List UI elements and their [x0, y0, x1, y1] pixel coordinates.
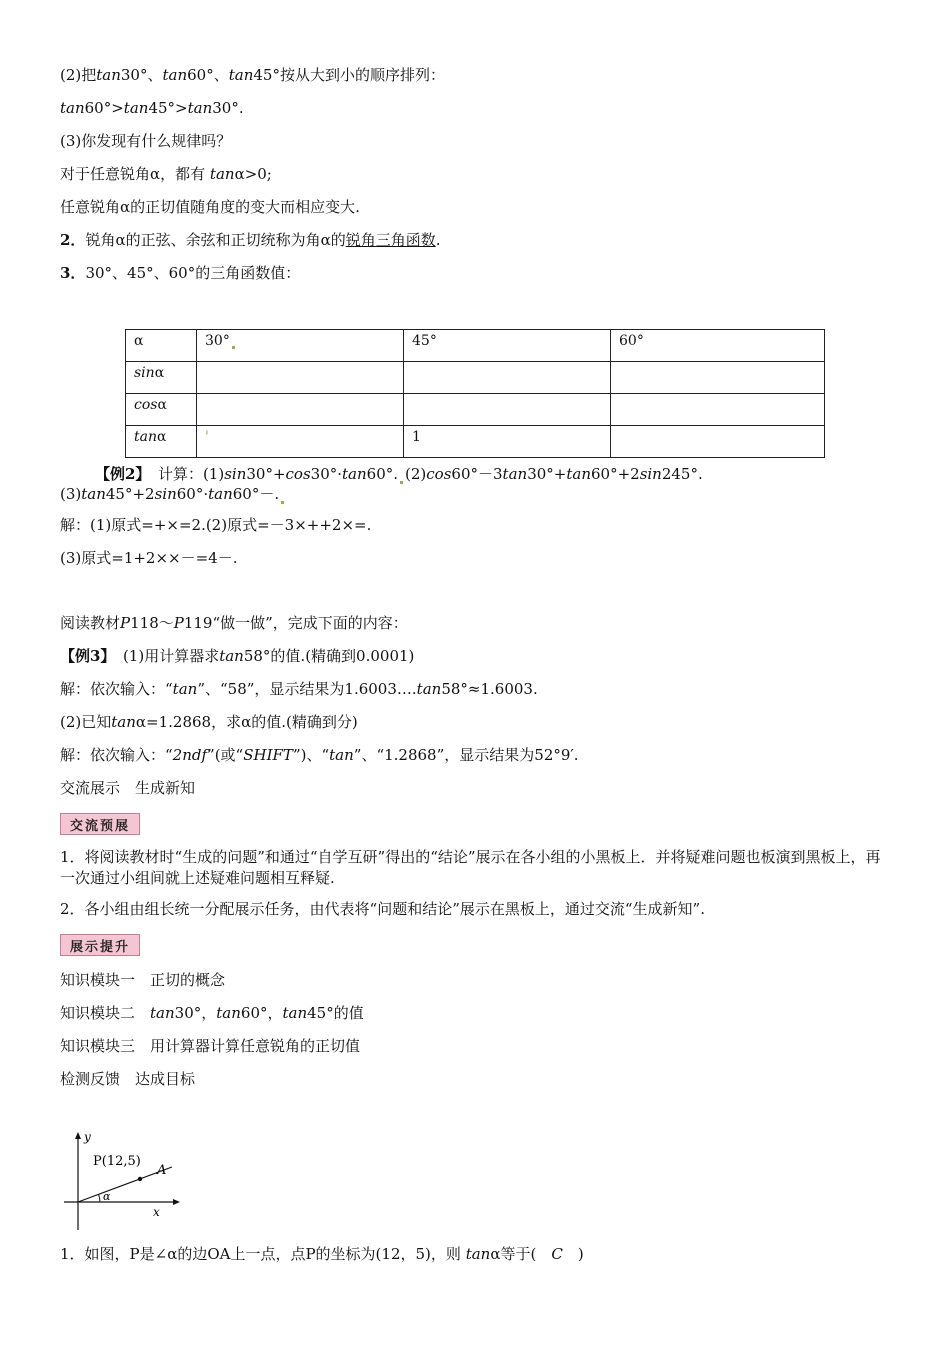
a-label: A — [157, 1163, 167, 1178]
module-3: 知识模块三 用计算器计算任意锐角的正切值 — [60, 1037, 361, 1055]
badge-display-improve: 展示提升 — [60, 934, 140, 956]
definition-item-2: 2．锐角α的正弦、余弦和正切统称为角α的锐角三角函数. — [60, 231, 441, 249]
y-label: y — [84, 1130, 91, 1144]
example2-question: 【例2】 计算：(1)sin30°+cos30°·tan60°. (2)cos60°－3tan30°+tan60°+2sin245°. — [95, 465, 703, 483]
x-label: x — [153, 1205, 160, 1219]
table-header-row — [126, 330, 825, 362]
exchange-item-2: 2．各小组由组长统一分配展示任务，由代表将“问题和结论”展示在黑板上，通过交流“生成新知”. — [60, 900, 705, 918]
table-cell — [404, 362, 611, 394]
table-cell — [197, 362, 404, 394]
section-heading: 交流展示 生成新知 — [60, 779, 196, 797]
table-cell: ' — [197, 426, 404, 458]
module-2: 知识模块二 tan30°，tan60°，tan45°的值 — [60, 1004, 364, 1022]
ordering-answer: tan60°>tan45°>tan30°. — [60, 99, 244, 117]
badge-exchange-preview: 交流预展 — [60, 813, 140, 835]
point-label: P(12,5) — [93, 1154, 141, 1169]
reading-instruction: 阅读教材P118～P119“做一做”，完成下面的内容： — [60, 614, 408, 632]
exchange-item-1: 1．将阅读教材时“生成的问题”和通过“自学互研”得出的“结论”展示在各小组的小黑板上．并将疑难问题也板演到黑板上，再一次通过小组间就上述疑难问题相互释疑. — [60, 848, 881, 887]
y-axis-arrow — [75, 1132, 81, 1139]
table-intro-item-3: 3．30°、45°、60°的三角函数值： — [60, 264, 301, 282]
table-cell — [611, 394, 825, 426]
table-header-cell: 45° — [404, 330, 611, 362]
row-label: tanα — [126, 426, 197, 458]
mark-dot — [400, 481, 403, 484]
row-label: sinα — [126, 362, 197, 394]
table-row — [126, 426, 825, 458]
table-header-cell: 60° — [611, 330, 825, 362]
alpha-label: α — [103, 1190, 111, 1203]
table-cell — [197, 394, 404, 426]
mark-dot — [232, 346, 235, 349]
module-1: 知识模块一 正切的概念 — [60, 971, 226, 989]
table-row — [126, 362, 825, 394]
coordinate-figure — [60, 1130, 190, 1230]
pattern-answer-1: 对于任意锐角α，都有 tanα>0; — [60, 165, 272, 183]
example3-answer-1: 解：依次输入：“tan”、“58”，显示结果为1.6003….tan58°≈1.6003. — [60, 680, 538, 698]
example3-question-1: 【例3】 (1)用计算器求tan58°的值.(精确到0.0001) — [60, 647, 415, 665]
table-cell — [611, 362, 825, 394]
check-heading: 检测反馈 达成目标 — [60, 1070, 196, 1088]
table-cell — [611, 426, 825, 458]
pattern-answer-2: 任意锐角α的正切值随角度的变大而相应变大. — [60, 198, 360, 216]
mark-dot — [281, 501, 284, 504]
row-label: cosα — [126, 394, 197, 426]
pattern-question: (3)你发现有什么规律吗？ — [60, 132, 232, 150]
trig-values-table — [125, 329, 825, 458]
example2-solution-1: 解：(1)原式=+×=2.(2)原式=－3×++2×=. — [60, 516, 372, 534]
example3-answer-2: 解：依次输入：“2ndf”(或“SHIFT”)、“tan”、“1.2868”，显示结果为52°9′. — [60, 746, 579, 764]
question-1: 1．如图，P是∠α的边OA上一点，点P的坐标为(12，5)，则 tanα等于( C ) — [60, 1245, 584, 1263]
x-axis-arrow — [173, 1199, 180, 1205]
table-row — [126, 394, 825, 426]
point-p — [138, 1177, 142, 1181]
example3-question-2: (2)已知tanα=1.2868，求α的值.(精确到分) — [60, 713, 358, 731]
table-cell — [404, 394, 611, 426]
ordering-prompt: (2)把tan30°、tan60°、tan45°按从大到小的顺序排列： — [60, 66, 445, 84]
example2-solution-2: (3)原式=1+2××－=4－. — [60, 549, 238, 567]
example2-question-part3: (3)tan45°+2sin60°·tan60°－. — [60, 484, 286, 504]
angle-arc — [99, 1195, 100, 1203]
table-header-cell: α — [126, 330, 197, 362]
table-cell: 1 — [404, 426, 611, 458]
table-header-cell: 30° — [197, 330, 404, 362]
